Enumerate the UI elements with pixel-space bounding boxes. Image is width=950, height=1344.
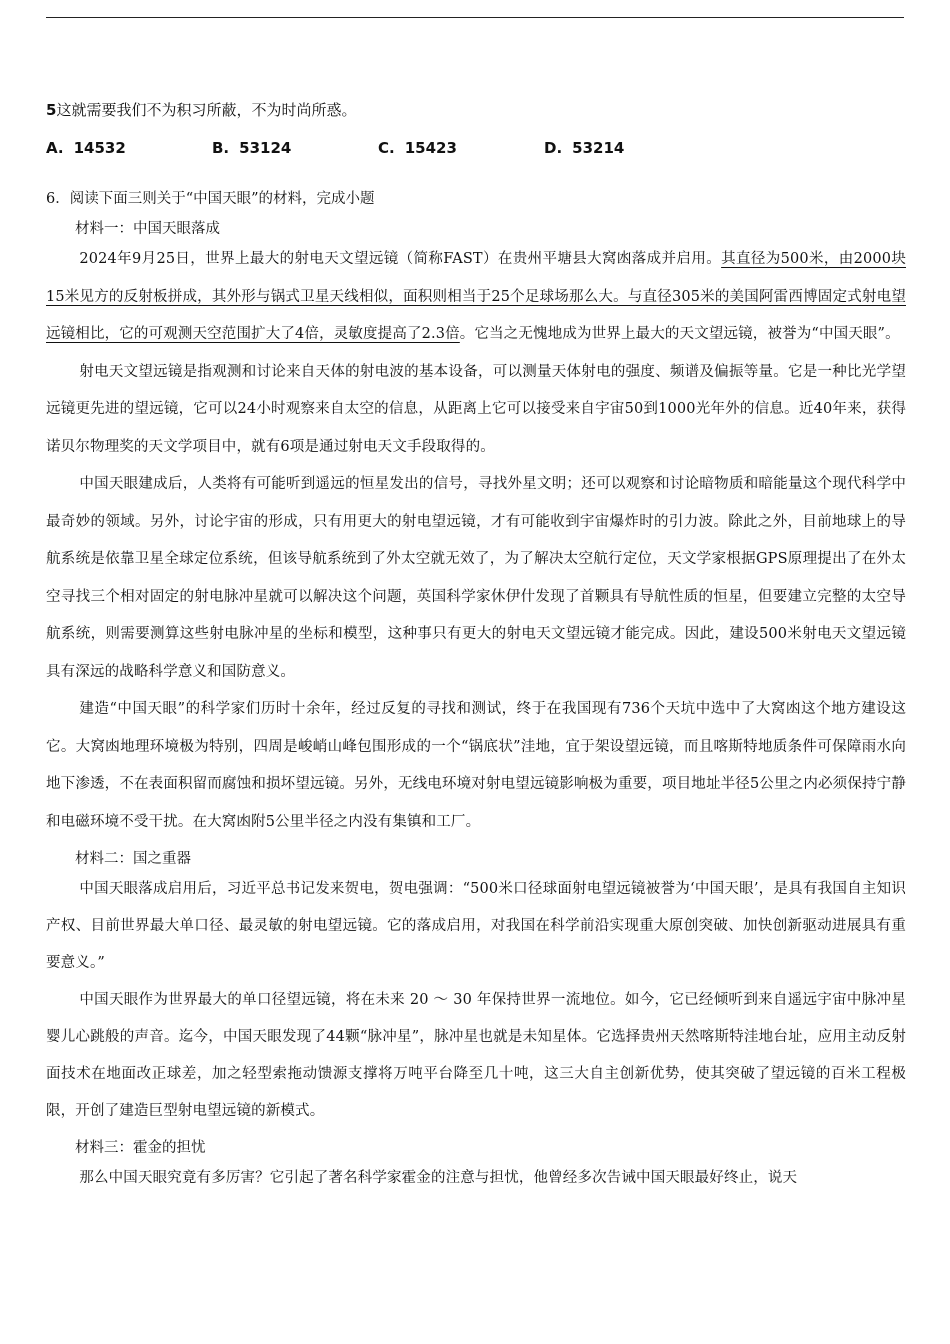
- material-1-paragraph-1: 2024年9月25日，世界上最大的射电天文望远镜（简称FAST）在贵州平塘县大窝凼落成并启用。其直径为500米，由2000块15米见方的反射板拼成，其外形与锅式卫星天线相似，面积则相当于25个足球场那么大。与直径305米的美国阿雷西博固定式射电望远镜相比，它的可观测天空范围扩大了4倍，灵敏度提高了2.3倍。它当之无愧地成为世界上最大的天文望远镜，被誉为“中国天眼”。: [46, 251, 906, 342]
- material-1-paragraph-3: 中国天眼建成后，人类将有可能听到遥远的恒星发出的信号，寻找外星文明；还可以观察和讨论暗物质和暗能量这个现代科学中最奇妙的领域。另外，讨论宇宙的形成，只有用更大的射电望远镜，才有可能收到宇宙爆炸时的引力波。除此之外，目前地球上的导航系统是依靠卫星全球定位系统，但该导航系统到了外太空就无效了，为了解决太空航行定位，天文学家根据GPS原理提出了在外太空寻找三个相对固定的射电脉冲星就可以解决这个问题，英国科学家休伊什发现了首颗具有导航性质的恒星，但要建立完整的太空导航系统，则需要测算这些射电脉冲星的坐标和模型，这种事只有更大的射电天文望远镜才能完成。因此，建设500米射电天文望远镜具有深远的战略科学意义和国防意义。: [46, 476, 906, 680]
- sentence-text: 这就需要我们不为积习所蔽，不为时尚所惑。: [56, 101, 357, 119]
- sentence-number: 5: [46, 101, 57, 119]
- question-5-sentence: [46, 98, 906, 122]
- material-1-title: 材料一：中国天眼落成: [75, 221, 220, 237]
- header-rule: [46, 17, 904, 18]
- question-6-heading: 6．阅读下面三则关于“中国天眼”的材料，完成小题: [46, 191, 375, 207]
- material-1-paragraph-4: 建造“中国天眼”的科学家们历时十余年，经过反复的寻找和测试，终于在我国现有736个天坑中选中了大窝凼这个地方建设这它。大窝凼地理环境极为特别，四周是峻峭山峰包围形成的一个“锅底状”洼地，宜于架设望远镜，而且喀斯特地质条件可保障雨水向地下渗透，不在表面积留而腐蚀和损坏望远镜。另外，无线电环境对射电望远镜影响极为重要，项目地址半径5公里之内必须保持宁静和电磁环境不受干扰。在大窝凼附5公里半径之内没有集镇和工厂。: [46, 701, 906, 830]
- material-1-paragraph-2: 射电天文望远镜是指观测和讨论来自天体的射电波的基本设备，可以测量天体射电的强度、频谱及偏振等量。它是一种比光学望远镜更先进的望远镜，它可以24小时观察来自太空的信息，从距离上它可以接受来自宇宙50到1000光年外的信息。近40年来，获得诺贝尔物理奖的天文学项目中，就有6项是通过射电天文手段取得的。: [46, 363, 906, 455]
- material-2-paragraph-2: 中国天眼作为世界最大的单口径望远镜，将在未来 20 ～ 30 年保持世界一流地位。如今，它已经倾听到来自遥远宇宙中脉冲星婴儿心跳般的声音。迄今，中国天眼发现了44颗“脉冲星”，脉冲星也就是未知星体。它选择贵州天然喀斯特洼地台址，应用主动反射面技术在地面改正球差，加之轻型索拖动馈源支撑将万吨平台降至几十吨，这三大自主创新优势，使其突破了望远镜的百米工程极限，开创了建造巨型射电望远镜的新模式。: [46, 992, 906, 1119]
- option-c[interactable]: C. 15423: [378, 139, 457, 157]
- answer-options: [46, 136, 906, 160]
- option-b[interactable]: B. 53124: [212, 139, 292, 157]
- material-2-paragraph-1: 中国天眼落成启用后，习近平总书记发来贺电，贺电强调：“500米口径球面射电望远镜被誉为‘中国天眼’，是具有我国自主知识产权、目前世界最大单口径、最灵敏的射电望远镜。它的落成启用，对我国在科学前沿实现重大原创突破、加快创新驱动进展具有重要意义。”: [46, 881, 906, 971]
- underlined-passage: 其直径为500米，由2000块15米见方的反射板拼成，其外形与锅式卫星天线相似，面积则相当于25个足球场那么大。与直径305米的美国阿雷西博固定式射电望远镜相比，它的可观测天空范围扩大了4倍，灵敏度提高了2.3倍: [46, 251, 906, 342]
- material-3-title: 材料三：霍金的担忧: [75, 1140, 206, 1156]
- option-d[interactable]: D. 53214: [544, 139, 625, 157]
- option-a[interactable]: A. 14532: [46, 139, 126, 157]
- material-3-paragraph-1: 那么中国天眼究竟有多厉害？它引起了著名科学家霍金的注意与担忧，他曾经多次告诫中国天眼最好终止，说天: [79, 1170, 798, 1186]
- material-2-title: 材料二：国之重器: [75, 851, 191, 867]
- document-page: [46, 98, 906, 1197]
